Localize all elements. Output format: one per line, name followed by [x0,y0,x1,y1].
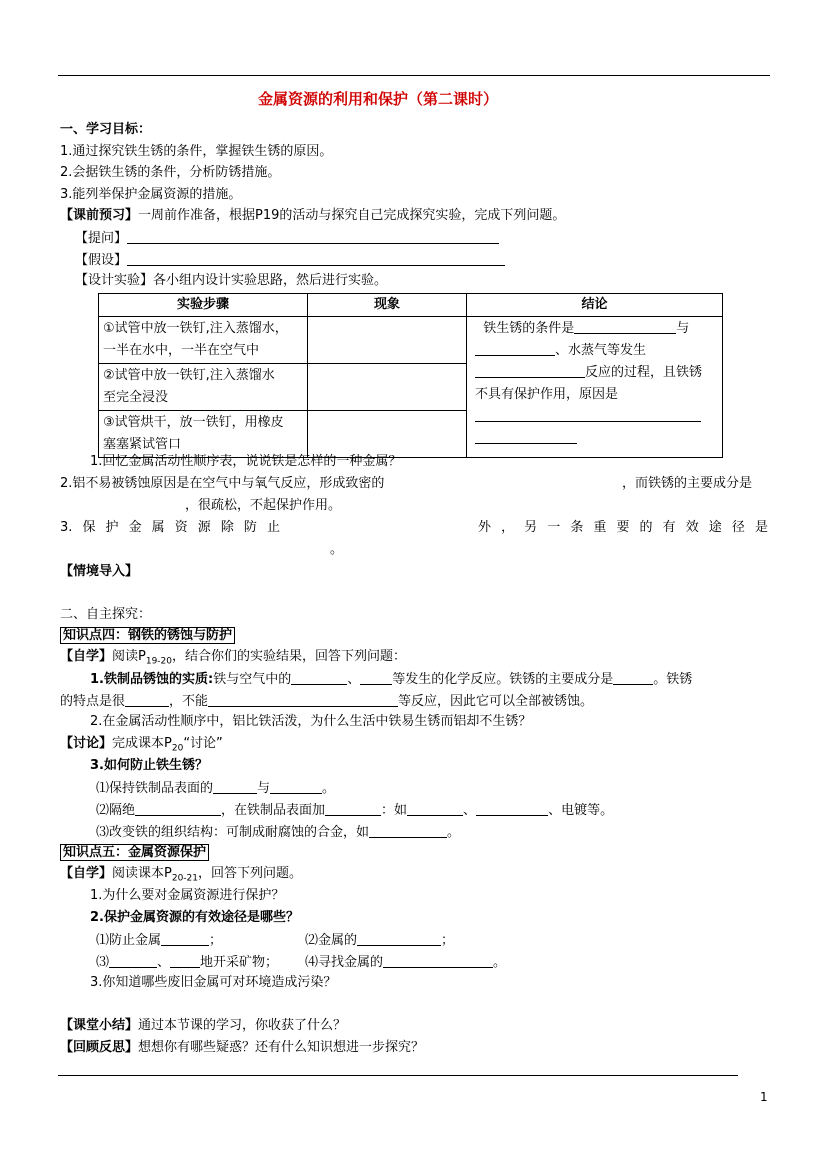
q3a-char: 止 [266,520,280,535]
protect-way-4: ⑷寻找金属的 。 [305,955,507,970]
conclusion-cell [467,317,723,458]
coating-example-blank-2[interactable] [476,801,548,816]
question-label: 【提问】 [75,231,128,246]
protect-way-3: ⑶ 、 地开采矿物； [96,955,279,970]
q3a-char: 保 [82,520,96,535]
question-2-part-a: 2.铝不易被锈蚀原因是在空气中与氧气反应，形成致密的 [60,476,385,491]
situation-label: 【情境导入】 [60,564,139,579]
q3a-char: 属 [151,520,165,535]
rust-barrier-blank[interactable] [208,692,398,707]
q3b-char: 是 [754,520,768,535]
q3b-char: ， [501,520,515,535]
goal-1: 1.通过探究铁生锈的条件，掌握铁生锈的原因。 [60,144,333,159]
q3a-char: 资 [174,520,188,535]
q3a-char: 源 [197,520,211,535]
hypothesis-label: 【假设】 [75,253,128,268]
q3b-char: 条 [570,520,584,535]
substitute-blank[interactable] [383,953,493,968]
design-text: 各小组内设计实验思路，然后进行实验。 [153,273,388,288]
q3b-char: 重 [593,520,607,535]
question-3-part-a [60,519,280,537]
reason-blank-2[interactable] [475,429,577,444]
question-3 [60,519,768,537]
reflection-line: 【回顾反思】想想你有哪些疑惑？还有什么知识想进一步探究？ [60,1040,425,1055]
conclusion-line-1: 铁生锈的条件是 与 [483,321,690,336]
kp4-item-1: 1.铁制品锈蚀的实质:铁与空气中的 、 等发生的化学反应。铁锈的主要成分是 。铁锈 [90,672,693,687]
footer-rule [58,1075,738,1076]
question-2-part-c: ，很疏松，不起保护作用。 [185,498,342,513]
protect-way-1: ⑴防止金属 ； [96,933,223,948]
question-2-part-b: ，而铁锈的主要成分是 [622,476,753,491]
step-2-line-1: ②试管中放一铁钉,注入蒸馏水 [103,368,275,383]
kp4-item-1-cont: 的特点是很 ，不能 等反应，因此它可以全部被锈蚀。 [60,694,594,709]
question-line [75,229,499,248]
header-steps: 实验步骤 [99,294,308,317]
kp4-self-study: 【自学】阅读$P_{19-20}$，结合你们的实验结果，回答下列问题： [60,649,407,667]
step-3-line-1: ③试管烘干，放一铁钉，用橡皮 [103,415,284,430]
q3a-char: 护 [105,520,119,535]
page-number: 1 [760,1090,768,1104]
q3a-char: 3. [60,520,73,535]
kp5-item-2: 2.保护金属资源的有效途径是哪些？ [90,910,299,925]
q3b-char: 效 [685,520,699,535]
kp5-title-box: 知识点五：金属资源保护 [60,844,209,861]
step-2-line-2: 至完全浸没 [103,390,169,405]
q3b-char: 另 [524,520,538,535]
step-1-line-1: ①试管中放一铁钉,注入蒸馏水， [103,321,288,336]
step-1-line-2: 一半在水中，一半在空气中 [103,343,260,358]
q3b-char: 外 [478,520,492,535]
air-component-blank-2[interactable] [360,670,392,685]
alloy-blank[interactable] [369,823,447,838]
question-3-end: 。 [330,542,344,557]
design-label: 【设计实验】 [75,273,154,288]
q3a-char: 除 [220,520,234,535]
hypothesis-line [75,251,505,270]
question-3-part-b [478,519,768,537]
step-cell [99,364,308,411]
kp4-item-3: 3.如何防止铁生锈？ [90,758,208,773]
phenomenon-cell[interactable] [308,317,467,364]
kp5-title [60,844,209,862]
question-1: 1.回忆金属活动性顺序表，说说铁是怎样的一种金属？ [90,454,402,469]
mining-blank-2[interactable] [170,953,200,968]
hypothesis-blank[interactable] [127,251,505,266]
kp5-item-1: 1.为什么要对金属资源进行保护？ [90,888,285,903]
summary-line: 【课堂小结】通过本节课的学习，你收获了什么？ [60,1018,347,1033]
prevent-method-1: ⑴保持铁制品表面的 与 。 [96,781,336,796]
phenomenon-cell[interactable] [308,364,467,411]
prevent-method-2: ⑵隔绝 ，在铁制品表面加 ：如 、 、电镀等。 [96,803,614,818]
step-3-line-2: 塞塞紧试管口 [103,437,182,452]
conclusion-line-3: 反应的过程，且铁锈 [475,362,718,384]
section2-heading: 二、自主探究： [60,607,152,622]
experiment-table [98,293,723,458]
header-rule [58,75,770,76]
preview-text: 一周前作准备，根据P19的活动与探究自己完成探究实验，完成下列问题。 [138,208,566,223]
isolate-blank[interactable] [135,801,221,816]
phenomenon-cell[interactable] [308,411,467,458]
step-cell [99,411,308,458]
recycle-blank[interactable] [357,931,441,946]
conclusion-line-4: 不具有保护作用，原因是 [475,387,619,402]
conclusion-line-2: 、水蒸气等发生 [475,340,718,362]
q3a-char: 金 [128,520,142,535]
kp4-discussion: 【讨论】完成课本$P_{20}“$讨论” [60,736,223,754]
conclusion-line-6 [475,428,718,450]
q3b-char: 径 [731,520,745,535]
reaction-blank[interactable] [475,363,585,378]
protect-way-2: ⑵金属的 ； [305,933,455,948]
page-title: 金属资源的利用和保护（第二课时） [258,90,499,108]
kp4-title [60,627,235,645]
mining-blank-1[interactable] [109,953,157,968]
question-blank[interactable] [127,229,499,244]
reason-blank-1[interactable] [475,407,701,422]
kp4-item-2: 2.在金属活动性顺序中，铝比铁活泼，为什么生活中铁易生锈而铝却不生锈？ [90,714,532,729]
preview-line [60,207,565,225]
prevent-blank[interactable] [161,931,209,946]
rust-property-blank[interactable] [125,692,169,707]
prevent-method-3: ⑶改变铁的组织结构：可制成耐腐蚀的合金，如 。 [96,825,461,840]
rust-component-blank[interactable] [613,670,653,685]
step-cell [99,317,308,364]
condition-blank-1[interactable] [574,319,676,334]
design-line [75,272,387,290]
q3b-char: 有 [662,520,676,535]
air-component-blank-1[interactable] [291,670,347,685]
kp4-title-box: 知识点四：钢铁的锈蚀与防护 [60,627,235,644]
table-row [99,317,723,364]
q3b-char: 的 [639,520,653,535]
preview-label: 【课前预习】 [60,208,139,223]
conclusion-line-5 [475,406,718,428]
q3b-char: 要 [616,520,630,535]
header-conclusion: 结论 [467,294,723,317]
table-header-row [99,294,723,317]
kp5-self-study: 【自学】阅读课本$P_{20-21}$，回答下列问题。 [60,866,303,884]
q3b-char: 途 [708,520,722,535]
coating-example-blank-1[interactable] [407,801,463,816]
kp5-item-3: 3.你知道哪些废旧金属可对环境造成污染？ [90,975,337,990]
q3b-char: 一 [547,520,561,535]
surface-blank-1[interactable] [213,779,257,794]
surface-blank-2[interactable] [270,779,322,794]
section1-heading: 一、学习目标： [60,122,152,137]
goal-2: 2.会据铁生锈的条件，分析防锈措施。 [60,165,281,180]
condition-blank-2[interactable] [475,341,555,356]
header-phenomenon: 现象 [308,294,467,317]
coating-blank[interactable] [325,801,381,816]
q3a-char: 防 [243,520,257,535]
goal-3: 3.能列举保护金属资源的措施。 [60,187,242,202]
